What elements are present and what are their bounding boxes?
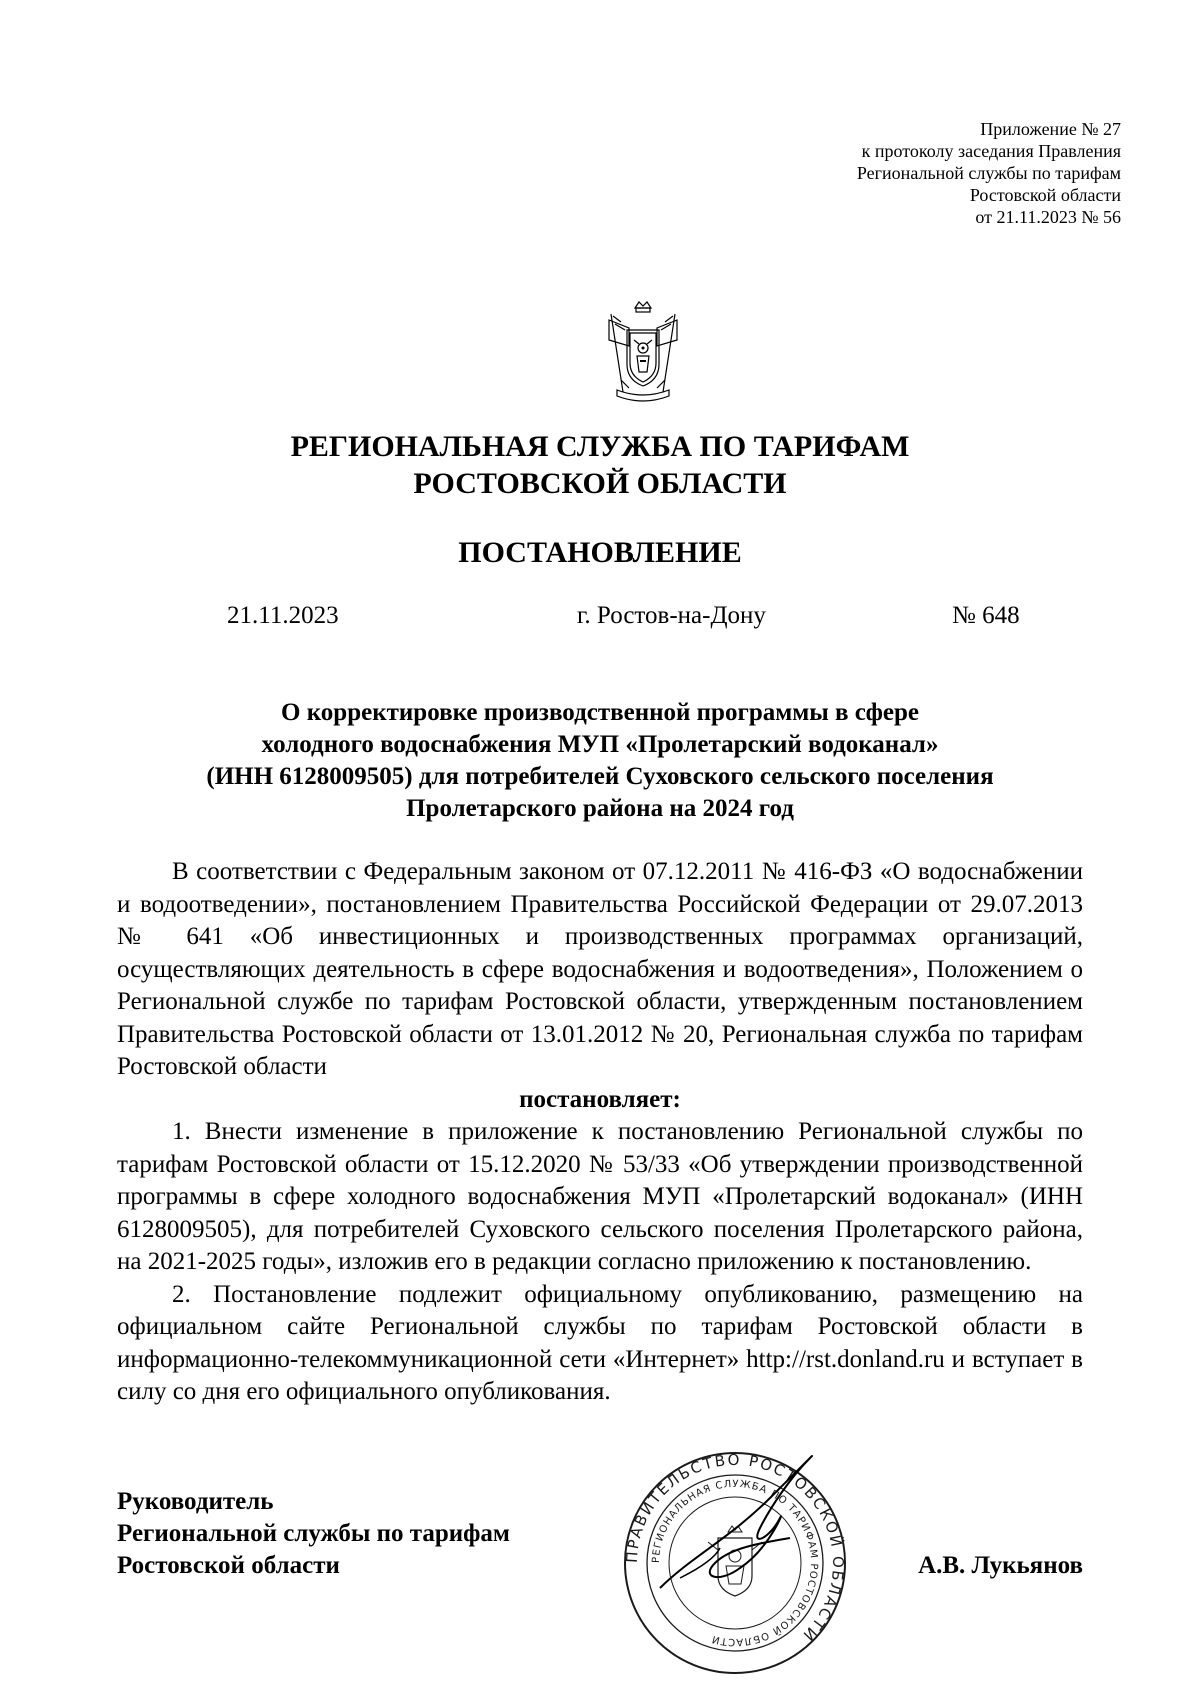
appendix-line: к протоколу заседания Правления: [861, 141, 1121, 161]
organization-name: [0, 428, 1200, 502]
org-line: РОСТОВСКОЙ ОБЛАСТИ: [413, 467, 787, 500]
document-type: ПОСТАНОВЛЕНИЕ: [458, 536, 742, 569]
decrees-word: постановляет:: [519, 1085, 681, 1113]
subject-line: холодного водоснабжения МУП «Пролетарский водоканал»: [261, 731, 939, 758]
appendix-note: [701, 118, 1121, 228]
stamp-inner-text: РЕГИОНАЛЬНАЯ СЛУЖБА ПО ТАРИФАМ РОСТОВСКОЙ ОБЛАСТИ: [650, 1478, 820, 1648]
svg-text:РЕГИОНАЛЬНАЯ СЛУЖБА ПО ТАРИФАМ: [651, 1479, 819, 1647]
decree-item-1: 1. Внести изменение в приложение к постановлению Региональной службы по тарифам Ростовской области от 15.12.2020 № 53/33 «Об утверждении производственной программы в сфере холодного водоснабжения МУП «Пролетарский водоканал» (ИНН 6128009505), для потребителей Суховского сельского поселения Пролетарского района, на 2021-2025 годы», изложив его в редакции согласно приложению к постановлению.: [117, 1118, 1083, 1275]
org-line: РЕГИОНАЛЬНАЯ СЛУЖБА ПО ТАРИФАМ: [290, 430, 910, 463]
stamp-outer-text: ПРАВИТЕЛЬСТВО РОСТОВСКОЙ ОБЛАСТИ: [622, 1450, 848, 1646]
document-body: [117, 856, 1083, 1409]
subject-line: (ИНН 6128009505) для потребителей Суховского сельского поселения: [206, 763, 994, 790]
subject-line: Пролетарского района на 2024 год: [406, 795, 794, 822]
document-city: г. Ростов-на-Дону: [577, 602, 766, 629]
signatory-title-line: Региональной службы по тарифам: [117, 1520, 510, 1547]
official-seal-stamp: [620, 1438, 850, 1688]
coat-of-arms-icon: [599, 300, 687, 406]
appendix-line: Приложение № 27: [980, 119, 1121, 139]
signatory-name: А.В. Лукьянов: [918, 1552, 1083, 1579]
appendix-line: Региональной службы по тарифам: [856, 163, 1121, 183]
appendix-line: от 21.11.2023 № 56: [975, 207, 1121, 227]
signatory-title: [117, 1486, 510, 1582]
document-date: 21.11.2023: [227, 602, 339, 629]
signatory-title-line: Руководитель: [117, 1488, 274, 1515]
subject-line: О корректировке производственной программы в сфере: [281, 699, 919, 726]
signatory-title-line: Ростовской области: [117, 1552, 340, 1579]
appendix-line: Ростовской области: [969, 185, 1121, 205]
document-number: № 648: [952, 602, 1020, 629]
decree-item-2: 2. Постановление подлежит официальному опубликованию, размещению на официальном сайте Региональной службы по тарифам Ростовской области в информационно-телекоммуникационной сети «Интернет» http://rst.donland.ru и вступает в силу со дня его официального опубликования.: [117, 1280, 1083, 1405]
preamble-paragraph: В соответствии с Федеральным законом от 07.12.2011 № 416-ФЗ «О водоснабжении и водоотведении», постановлением Правительства Российской Федерации от 29.07.2013 № 641 «Об инвестиционных и производственных программах организаций, осуществляющих деятельность в сфере водоснабжения и водоотведения», Положением о Региональной службе по тарифам Ростовской области, утвержденным постановлением Правительства Ростовской области от 13.01.2012 № 20, Региональная служба по тарифам Ростовской области: [117, 858, 1083, 1080]
document-subject: [118, 697, 1082, 825]
